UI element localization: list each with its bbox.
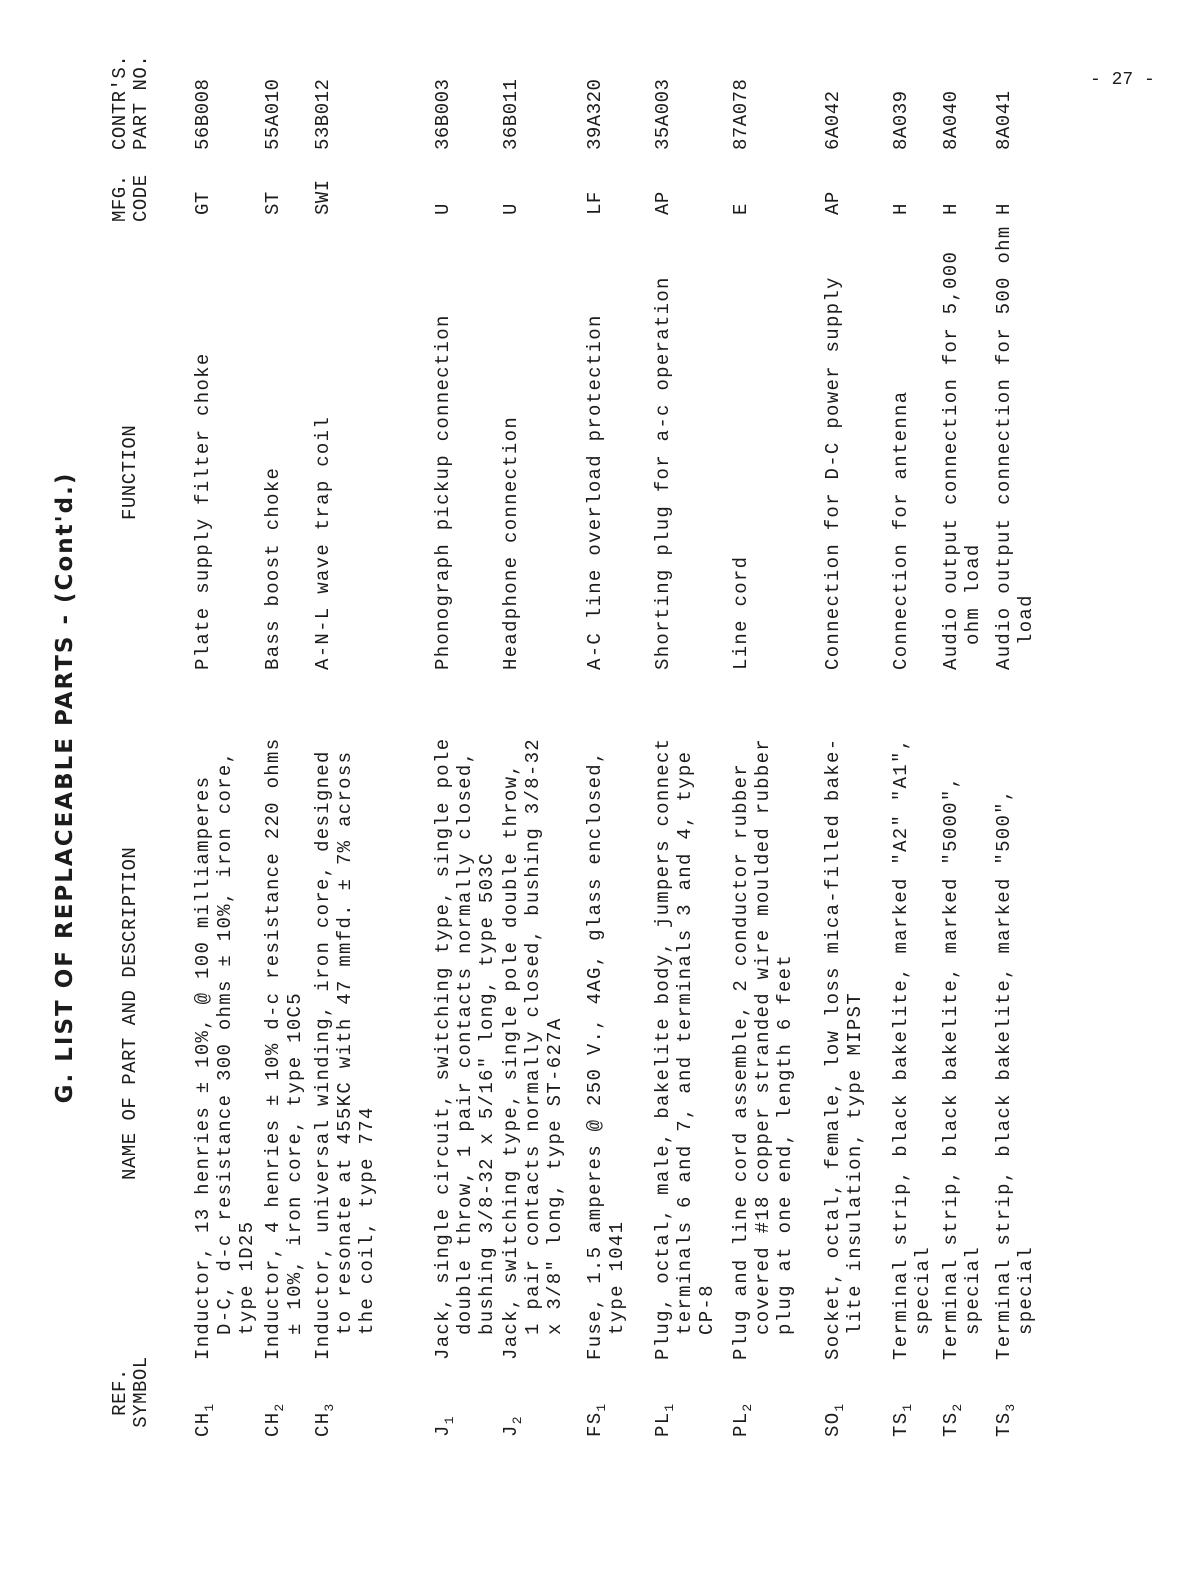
ref-symbol: $TS_3$	[993, 1402, 1018, 1437]
ref-symbol: $TS_2$	[940, 1402, 965, 1437]
part-description	[500, 738, 566, 1360]
header-mfg-line1: MFG.	[109, 174, 131, 222]
description-line: Jack, switching type, single pole double throw,	[500, 763, 522, 1360]
ref-symbol: $FS_1$	[584, 1402, 609, 1437]
description-line: lite insulation, type MIPST	[844, 992, 866, 1335]
header-name: NAME OF PART AND DESCRIPTION	[119, 846, 141, 1180]
description-line: plug at one end, length 6 feet	[774, 953, 796, 1335]
ref-symbol: $TS_1$	[890, 1402, 915, 1437]
description-line: special	[912, 1246, 934, 1335]
description-line: to resonate at 455KC with 47 mmfd. ± 7% across	[334, 750, 356, 1335]
description-line: 1 pair contacts normally closed, bushing 3/8-32	[522, 738, 544, 1335]
contractor-part-number: 8A041	[993, 90, 1015, 150]
contractor-part-number: 55A010	[262, 78, 284, 150]
part-function	[192, 352, 214, 670]
description-line: the coil, type 774	[356, 1106, 378, 1335]
description-line: Inductor, 4 henries ± 10% d-c resistance 220 ohms	[262, 737, 284, 1360]
mfg-code: U	[432, 203, 454, 215]
description-line: Terminal strip, black bakelite, marked "500",	[993, 788, 1015, 1360]
function-line: Audio output connection for 500 ohm	[993, 225, 1015, 670]
part-description	[993, 788, 1037, 1360]
part-function	[730, 556, 752, 670]
part-function	[500, 416, 522, 670]
contractor-part-number: 87A078	[730, 78, 752, 150]
description-line: D-C, d-c resistance 300 ohms ± 10%, iron core,	[214, 750, 236, 1335]
function-line: Plate supply filter choke	[192, 352, 214, 670]
page-number: - 27 -	[1090, 70, 1155, 90]
part-description	[890, 738, 934, 1360]
description-line: type 1D25	[236, 1220, 258, 1335]
part-description	[584, 750, 628, 1360]
ref-symbol: $CH_2$	[262, 1402, 287, 1437]
function-line: ohm load	[962, 543, 984, 645]
description-line: special	[962, 1246, 984, 1335]
part-function	[262, 467, 284, 670]
header-mfg-line2: CODE	[130, 174, 152, 222]
contractor-part-number: 36B003	[432, 78, 454, 150]
contractor-part-number: 8A039	[890, 90, 912, 150]
part-function	[940, 251, 984, 670]
contractor-part-number: 39A320	[584, 78, 606, 150]
part-function	[432, 314, 454, 670]
contractor-part-number: 56B008	[192, 78, 214, 150]
mfg-code: E	[730, 203, 752, 215]
description-line: Fuse, 1.5 amperes @ 250 V., 4AG, glass enclosed,	[584, 750, 606, 1360]
part-function	[890, 391, 912, 670]
ref-symbol: $SO_1$	[822, 1402, 847, 1437]
description-line: double throw, 1 pair contacts normally closed,	[454, 750, 476, 1335]
description-line: covered #18 copper stranded wire moulded rubber	[752, 738, 774, 1335]
header-part-line1: CONTR'S.	[109, 54, 131, 150]
description-line: Terminal strip, black bakelite, marked "5000",	[940, 775, 962, 1360]
contractor-part-number: 8A040	[940, 90, 962, 150]
description-line: ± 10%, iron core, type 10C5	[284, 992, 306, 1335]
ref-symbol: $J_1$	[432, 1415, 457, 1437]
function-line: Connection for antenna	[890, 390, 912, 670]
mfg-code: LF	[584, 191, 606, 215]
part-description	[940, 776, 984, 1360]
part-description	[432, 738, 498, 1360]
part-function	[993, 225, 1037, 670]
contractor-part-number: 53B012	[312, 78, 334, 150]
part-description	[652, 738, 718, 1360]
description-line: Inductor, 13 henries ± 10%, @ 100 milliamperes	[192, 775, 214, 1360]
function-line: Shorting plug for a-c operation	[652, 276, 674, 670]
contractor-part-number: 6A042	[822, 90, 844, 150]
mfg-code: SWI	[312, 179, 334, 215]
function-line: Line cord	[730, 555, 752, 670]
ref-symbol: $CH_3$	[312, 1402, 337, 1437]
header-ref-symbol	[110, 1347, 152, 1437]
part-description	[822, 738, 866, 1360]
description-line: type 1041	[606, 1220, 628, 1335]
header-ref-line2: SYMBOL	[130, 1356, 152, 1428]
header-ref-line1: REF.	[109, 1368, 131, 1416]
contractor-part-number: 35A003	[652, 78, 674, 150]
ref-symbol: $CH_1$	[192, 1402, 217, 1437]
part-function	[584, 314, 606, 670]
header-part-line2: PART NO.	[130, 54, 152, 150]
description-line: Plug, octal, male, bakelite body, jumpers connect	[652, 737, 674, 1360]
function-line: Headphone connection	[500, 415, 522, 670]
part-function	[822, 276, 844, 670]
mfg-code: AP	[822, 191, 844, 215]
description-line: terminals 6 and 7, and terminals 3 and 4, type	[674, 750, 696, 1335]
mfg-code: AP	[652, 191, 674, 215]
description-line: special	[1015, 1246, 1037, 1335]
description-line: Socket, octal, female, low loss mica-filled bake-	[822, 737, 844, 1360]
contractor-part-number: 36B011	[500, 78, 522, 150]
ref-symbol: $PL_1$	[652, 1402, 677, 1437]
function-line: Phonograph pickup connection	[432, 314, 454, 670]
mfg-code: H	[993, 203, 1015, 215]
part-description	[312, 750, 378, 1360]
description-line: x 3/8" long, type ST-627A	[544, 1017, 566, 1335]
function-line: A-N-L wave trap coil	[312, 415, 334, 670]
ref-symbol: $PL_2$	[730, 1402, 755, 1437]
header-mfg-code	[110, 174, 152, 222]
mfg-code: U	[500, 203, 522, 215]
part-description	[262, 738, 306, 1360]
part-description	[192, 751, 258, 1360]
part-function	[652, 276, 674, 670]
header-part-no	[110, 55, 152, 150]
description-line: Terminal strip, black bakelite, marked "A2" "A1",	[890, 737, 912, 1360]
function-line: Bass boost choke	[262, 466, 284, 670]
mfg-code: GT	[192, 191, 214, 215]
mfg-code: H	[890, 203, 912, 215]
page-title: G. LIST OF REPLACEABLE PARTS - (Cont'd.)	[52, 471, 78, 1104]
header-function: FUNCTION	[119, 424, 141, 520]
description-line: CP-8	[696, 1284, 718, 1335]
description-line: bushing 3/8-32 x 5/16" long, type 503C	[476, 852, 498, 1335]
mfg-code: H	[940, 203, 962, 215]
part-function	[312, 416, 334, 670]
function-line: Audio output connection for 5,000	[940, 250, 962, 670]
mfg-code: ST	[262, 191, 284, 215]
function-line: load	[1015, 594, 1037, 645]
description-line: Plug and line cord assemble, 2 conductor rubber	[730, 763, 752, 1360]
description-line: Inductor, universal winding, iron core, designed	[312, 750, 334, 1360]
description-line: Jack, single circuit, switching type, single pole	[432, 737, 454, 1360]
part-description	[730, 738, 796, 1360]
ref-symbol: $J_2$	[500, 1415, 525, 1437]
function-line: Connection for D-C power supply	[822, 276, 844, 670]
function-line: A-C line overload protection	[584, 314, 606, 670]
